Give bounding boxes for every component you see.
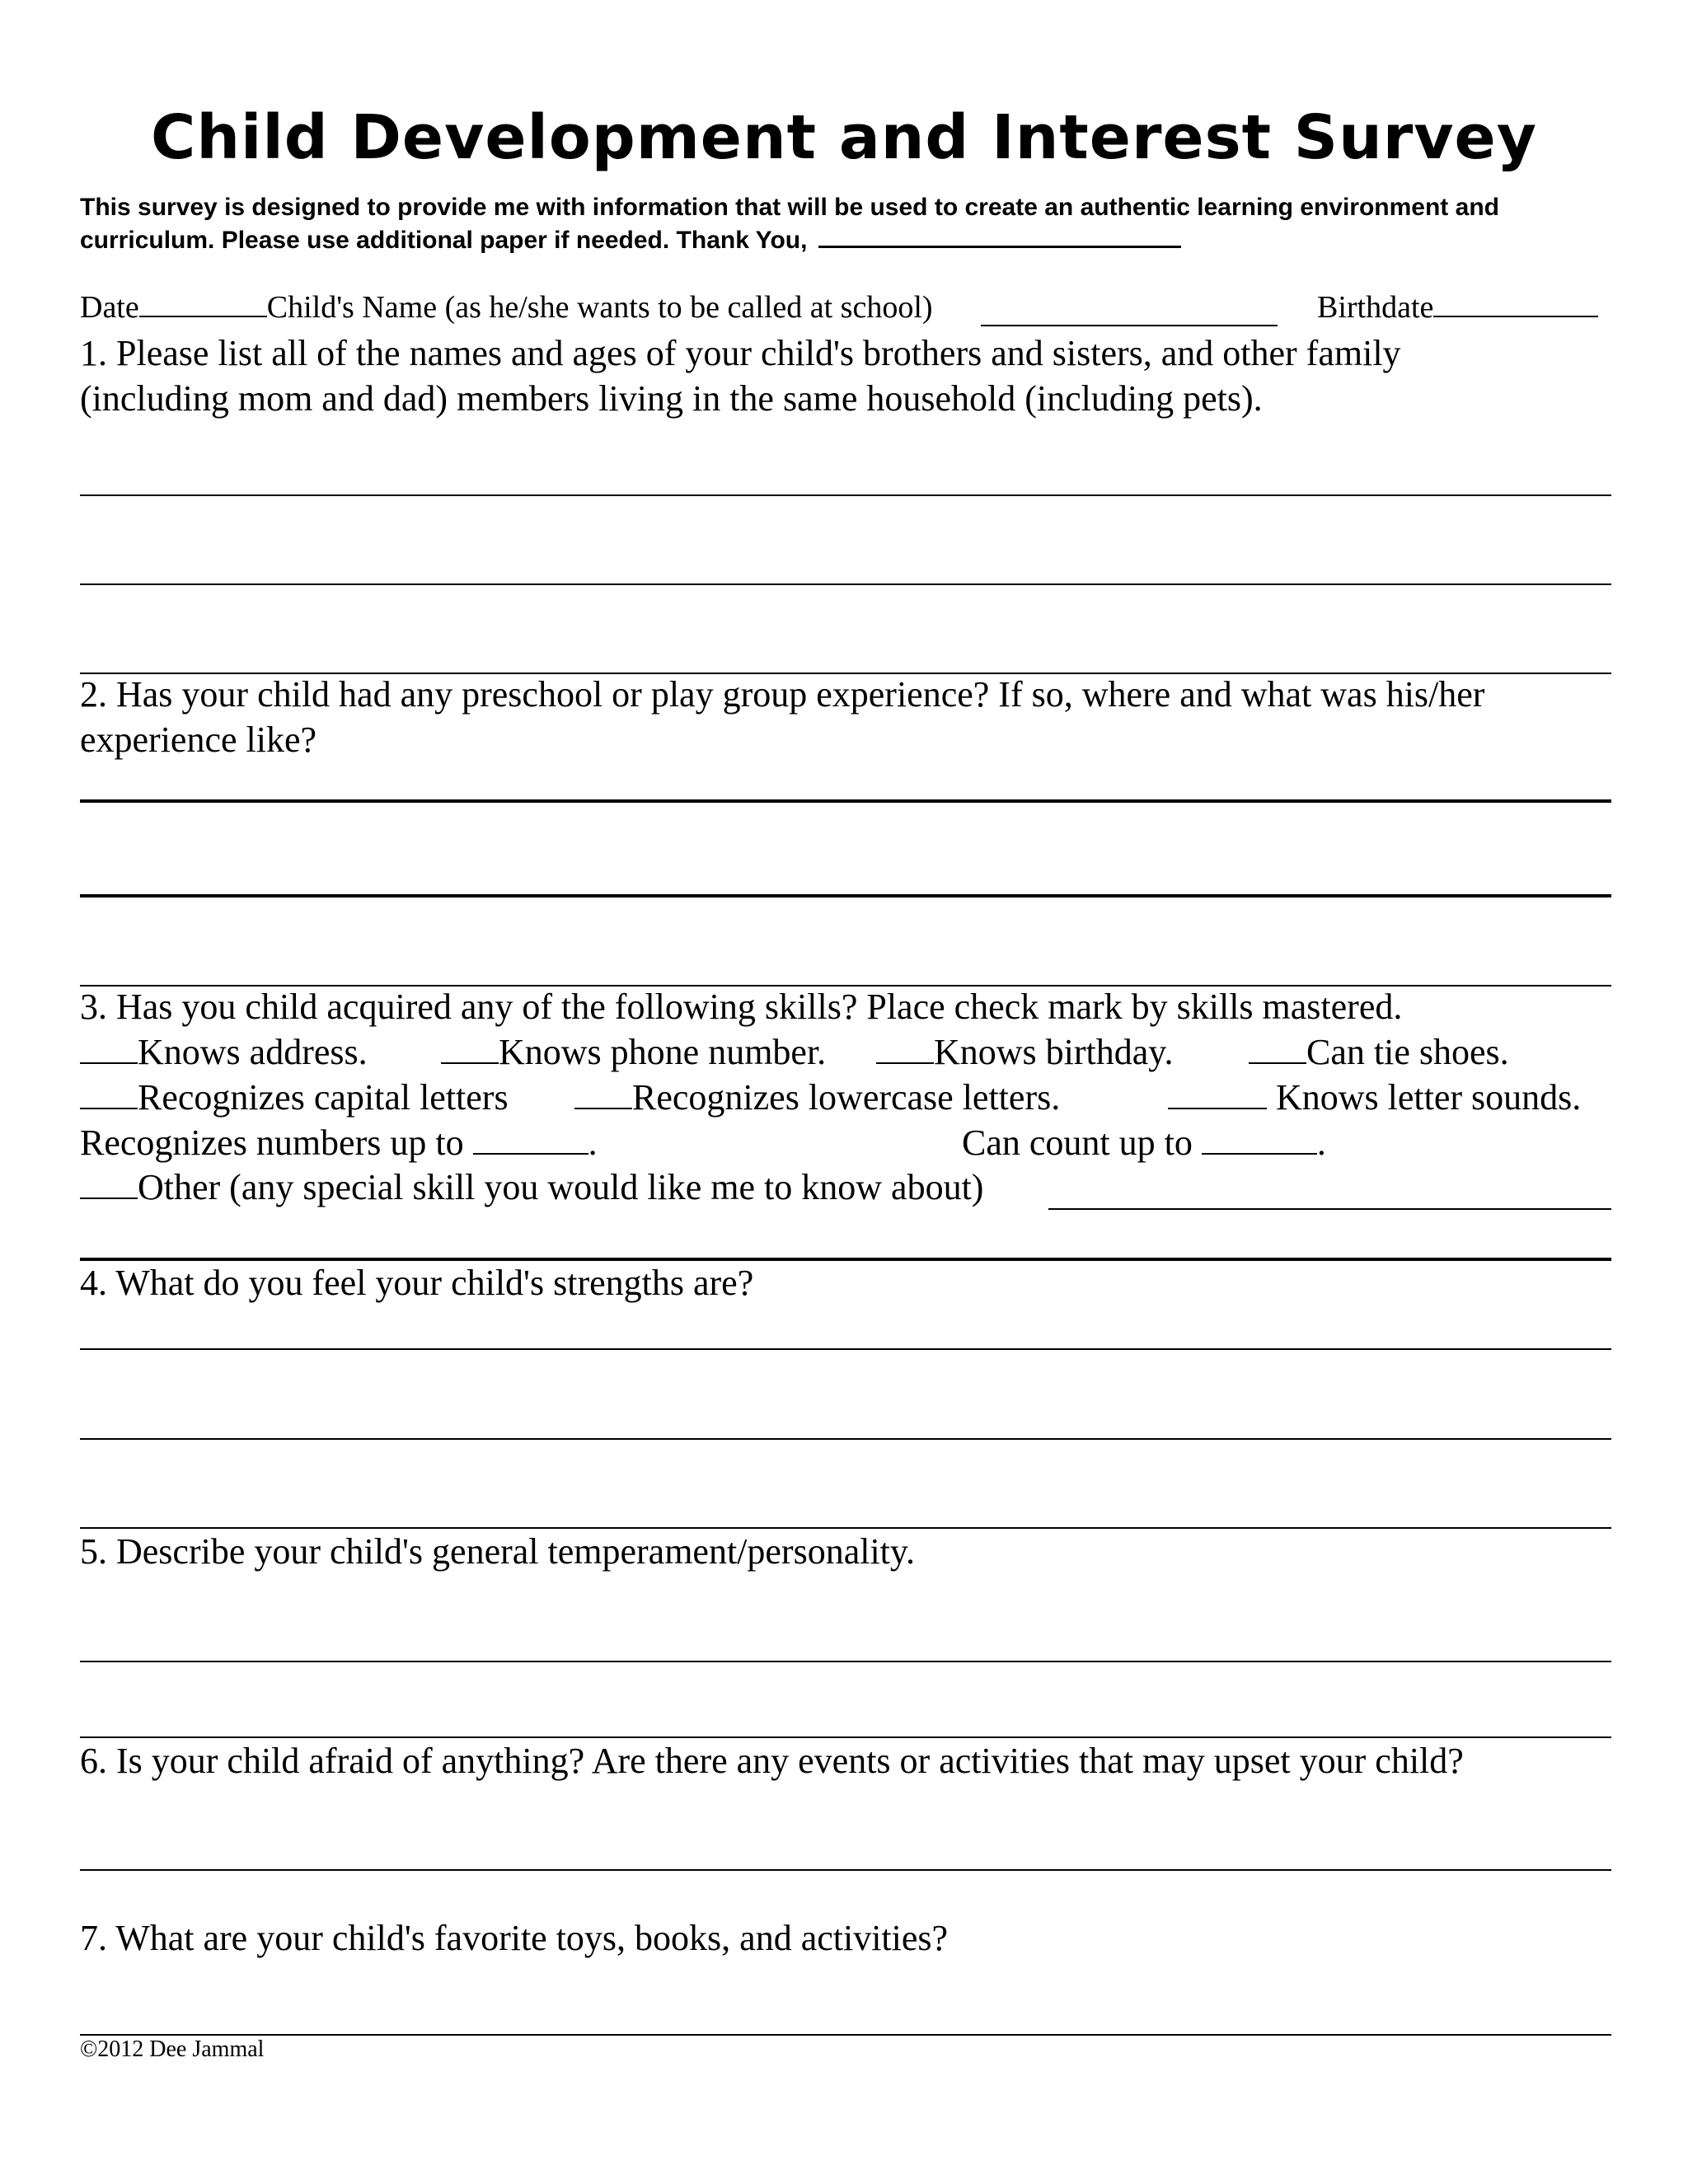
answer-line-q4-3[interactable] — [80, 1527, 1611, 1529]
answer-line-q5-2[interactable] — [80, 1736, 1611, 1738]
answer-line-q1-1[interactable] — [80, 494, 1611, 496]
question-7: 7. What are your child's favorite toys, books, and activities? — [80, 1918, 949, 1958]
answer-line-q1-2[interactable] — [80, 583, 1611, 585]
skill-label: Knows letter sounds. — [1276, 1077, 1582, 1118]
check-letter-sounds[interactable] — [1168, 1078, 1267, 1109]
child-name-label: Child's Name (as he/she wants to be called at school) — [266, 290, 933, 325]
check-other[interactable] — [80, 1168, 138, 1199]
answer-line-q4-2[interactable] — [80, 1438, 1611, 1440]
skill-label: Recognizes capital letters — [138, 1077, 509, 1118]
skill-capital-letters — [80, 1076, 509, 1120]
skill-other — [80, 1165, 983, 1210]
skill-label: Can count up to — [962, 1122, 1193, 1163]
question-1-line-1: 1. Please list all of the names and ages of your child's brothers and sisters, and other family — [80, 333, 1401, 373]
skill-numbers-up-to: Recognizes numbers up to . — [80, 1122, 598, 1163]
answer-line-q2-2[interactable] — [80, 894, 1611, 898]
page-title: Child Development and Interest Survey — [151, 102, 1537, 173]
question-4: 4. What do you feel your child's strengths are? — [80, 1263, 754, 1303]
question-1-line-2: (including mom and dad) members living in the same household (including pets). — [80, 378, 1263, 419]
header-fields-row — [80, 288, 933, 326]
answer-line-q6[interactable] — [80, 1869, 1611, 1871]
birthdate-label: Birthdate — [1317, 290, 1434, 325]
skill-tie-shoes — [1249, 1030, 1509, 1075]
answer-line-q5-1[interactable] — [80, 1661, 1611, 1662]
intro-text — [80, 191, 1629, 257]
copyright-footer: ©2012 Dee Jammal — [80, 2036, 265, 2062]
skill-label: Knows birthday. — [934, 1032, 1174, 1072]
skill-label: Knows phone number. — [499, 1032, 827, 1072]
check-knows-address[interactable] — [80, 1033, 138, 1064]
skill-lowercase-letters — [574, 1076, 1060, 1120]
skill-label: Recognizes numbers up to — [80, 1122, 464, 1163]
question-2-line-1: 2. Has your child had any preschool or play group experience? If so, where and what was his/her — [80, 674, 1485, 715]
count-up-to-field[interactable] — [1202, 1123, 1317, 1155]
other-skill-field[interactable] — [1048, 1208, 1611, 1210]
birthdate-group — [1317, 288, 1598, 326]
check-capital-letters[interactable] — [80, 1078, 138, 1109]
question-3-line-1: 3. Has you child acquired any of the following skills? Place check mark by skills mastered. — [80, 987, 1403, 1027]
skill-knows-birthday — [876, 1030, 1173, 1075]
skill-count-up-to: Can count up to . — [962, 1122, 1326, 1163]
child-name-field[interactable] — [981, 300, 1278, 326]
question-2-line-2: experience like? — [80, 719, 317, 760]
skill-label: Recognizes lowercase letters. — [632, 1077, 1061, 1118]
question-6: 6. Is your child afraid of anything? Are there any events or activities that may upset your child? — [80, 1741, 1464, 1781]
question-5: 5. Describe your child's general temperament/personality. — [80, 1531, 916, 1572]
check-tie-shoes[interactable] — [1249, 1033, 1306, 1064]
check-knows-birthday[interactable] — [876, 1033, 934, 1064]
birthdate-field[interactable] — [1433, 291, 1598, 317]
skill-label: Knows address. — [138, 1032, 368, 1072]
skill-letter-sounds — [1168, 1076, 1581, 1120]
date-field[interactable] — [139, 291, 267, 317]
skill-knows-address — [80, 1030, 368, 1075]
answer-line-q2-1[interactable] — [80, 799, 1611, 803]
skill-label: Other (any special skill you would like me to know about) — [138, 1167, 984, 1207]
numbers-up-to-field[interactable] — [473, 1123, 588, 1155]
date-label: Date — [80, 290, 139, 325]
check-knows-phone[interactable] — [441, 1033, 499, 1064]
answer-line-q7[interactable] — [80, 2034, 1611, 2036]
check-lowercase-letters[interactable] — [574, 1078, 632, 1109]
signature-field[interactable] — [818, 226, 1181, 248]
intro-paragraph: This survey is designed to provide me with information that will be used to create an authentic learning environment and curriculum. Please use additional paper if needed. Thank You, — [80, 194, 1499, 254]
answer-line-q4-1[interactable] — [80, 1348, 1611, 1350]
skill-knows-phone — [441, 1030, 826, 1075]
skill-label: Can tie shoes. — [1306, 1032, 1509, 1072]
